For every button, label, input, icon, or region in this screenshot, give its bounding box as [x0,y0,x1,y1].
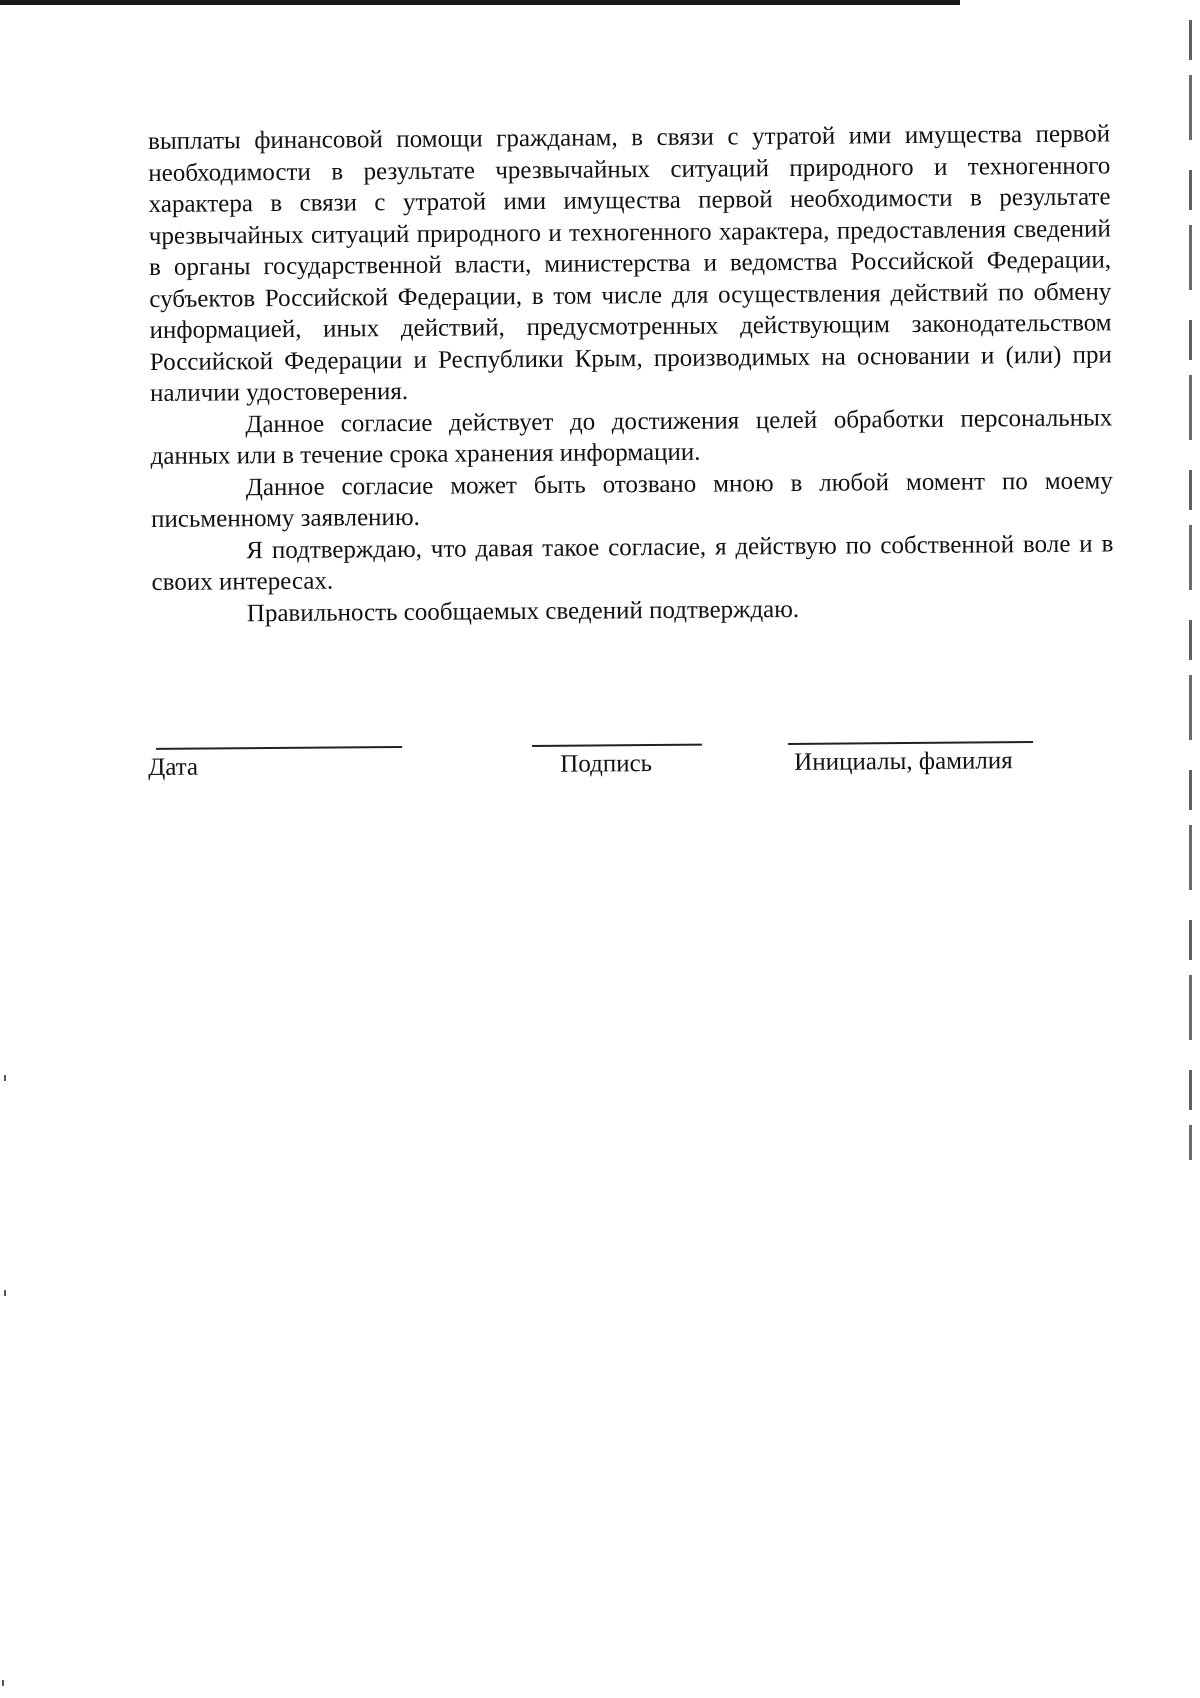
date-label: Дата [148,753,199,781]
date-line [156,746,402,749]
paragraph-consent-duration: Данное согласие действует до достижения целей обработки персональных данных или в течение срока хранения информации. [150,403,1113,470]
signature-block [148,731,1048,798]
name-line [788,741,1033,744]
document-page [148,118,1114,630]
name-label: Инициалы, фамилия [794,747,1013,776]
paragraph-consent-purposes: выплаты финансовой помощи гражданам, в связи с утратой ими имущества первой необходимости в результате чрезвычайных ситуаций природного и техногенного характера в связи с утратой ими имущества первой необходимости в результате чрезвычайных ситуаций природного и техногенного характера, предоставления сведений в органы государственной власти, министерства и ведомства Российской Федерации, субъектов Российской Федерации, в том числе для осуществления действий по обмену информацией, иных действий, предусмотренных действующим законодательством Российской Федерации и Республики Крым, производимых на основании и (или) при наличии удостоверения. [148,120,1112,407]
scan-right-edge [1189,20,1192,1160]
scan-speck [4,1075,6,1081]
scan-top-edge [0,0,960,5]
paragraph-accuracy-confirmation: Правильность сообщаемых сведений подтверждаю. [246,595,800,627]
signature-label: Подпись [560,750,653,778]
paragraph-free-will: Я подтверждаю, что давая такое согласие, я действую по собственной воле и в своих интересах. [151,529,1114,596]
scan-speck [4,1290,6,1296]
paragraph-consent-revocation: Данное согласие может быть отозвано мною в любой момент по моему письменному заявлению. [150,466,1113,533]
signature-line [532,744,702,747]
scan-speck [2,1680,4,1686]
